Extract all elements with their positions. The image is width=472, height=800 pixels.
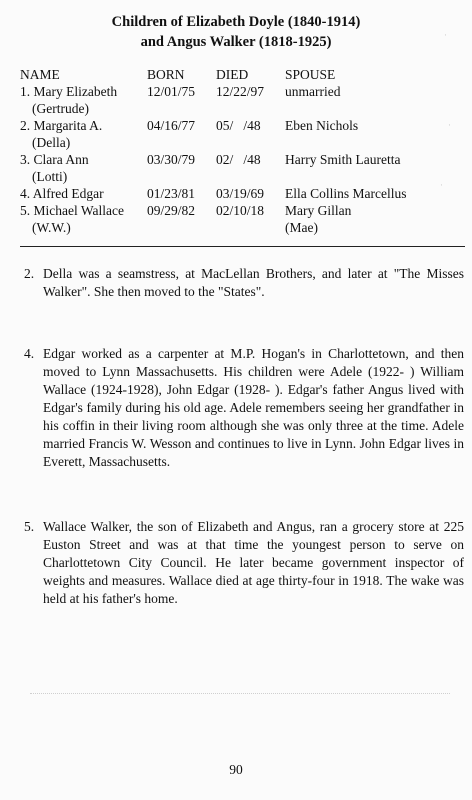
note-number: 2. <box>24 266 35 281</box>
children-table <box>20 66 460 236</box>
table-row <box>20 83 460 100</box>
table-header <box>20 66 460 83</box>
born-date: 09/29/82 <box>147 203 196 218</box>
child-name: 1. Mary Elizabeth <box>20 84 118 99</box>
margin-speck: · <box>448 120 451 130</box>
note-text: Edgar worked as a carpenter at M.P. Hogan's in Charlottetown, and then moved to Lynn Massachusetts. His children were Adele (1922- ) William Wallace (1924-1928), John Edgar (1928- ). Edgar's father Angus lived with Edgar's family during his old age. Adele remembers seeing her grandfather in his coffin in their living room although she was only three at the time. Adele married Francis W. Wesson and continues to live in Lynn. John Edgar lives in Everett, Massachusetts. <box>43 346 464 469</box>
table-row <box>20 117 460 134</box>
spouse-name: Harry Smith Lauretta <box>285 152 401 167</box>
page-title: Children of Elizabeth Doyle (1840-1914) <box>111 14 361 30</box>
born-date: 01/23/81 <box>147 186 196 201</box>
note-number: 5. <box>24 519 35 534</box>
spouse-name: Mary Gillan <box>285 203 352 218</box>
spouse-name: unmarried <box>285 84 341 99</box>
note-paragraph <box>24 265 464 301</box>
child-name: 2. Margarita A. <box>20 118 103 133</box>
margin-speck: · <box>440 180 443 190</box>
header-died: DIED <box>216 67 249 82</box>
child-nickname: (Della) <box>32 135 71 150</box>
child-nickname: (Gertrude) <box>32 101 89 116</box>
note-paragraph <box>24 518 464 608</box>
note-number: 4. <box>24 346 35 361</box>
table-row-continuation <box>20 100 460 117</box>
child-name: 4. Alfred Edgar <box>20 186 104 201</box>
bleed-through-line <box>30 693 450 694</box>
table-row-continuation <box>20 134 460 151</box>
child-name: 3. Clara Ann <box>20 152 89 167</box>
child-nickname: (W.W.) <box>32 220 71 235</box>
margin-speck: · <box>444 30 447 40</box>
note-paragraph <box>24 345 464 471</box>
died-date: 05/ /48 <box>216 118 261 133</box>
note-text: Wallace Walker, the son of Elizabeth and Angus, ran a grocery store at 225 Euston Street and was at that time the youngest person to serve on Charlottetown City Council. He later became government inspector of weights and measures. Wallace died at age thirty-four in 1918. The wake was held at his father's home. <box>43 519 464 606</box>
born-date: 03/30/79 <box>147 152 196 167</box>
died-date: 02/ /48 <box>216 152 261 167</box>
child-nickname: (Lotti) <box>32 169 68 184</box>
header-born: BORN <box>147 67 185 82</box>
died-date: 03/19/69 <box>216 186 265 201</box>
child-name: 5. Michael Wallace <box>20 203 124 218</box>
page-subtitle: and Angus Walker (1818-1925) <box>140 34 332 50</box>
died-date: 12/22/97 <box>216 84 265 99</box>
spouse-name: Eben Nichols <box>285 118 359 133</box>
born-date: 04/16/77 <box>147 118 196 133</box>
table-row-continuation <box>20 168 460 185</box>
header-name: NAME <box>20 67 60 82</box>
note-text: Della was a seamstress, at MacLellan Brothers, and later at "The Misses Walker". She then moved to the "States". <box>43 266 464 299</box>
died-date: 02/10/18 <box>216 203 265 218</box>
table-row <box>20 151 460 168</box>
header-spouse: SPOUSE <box>285 67 336 82</box>
table-row <box>20 202 460 219</box>
page-number: 90 <box>229 762 243 777</box>
table-row-continuation <box>20 219 460 236</box>
spouse-name: Ella Collins Marcellus <box>285 186 407 201</box>
table-row <box>20 185 460 202</box>
born-date: 12/01/75 <box>147 84 196 99</box>
section-divider <box>20 246 465 247</box>
spouse-nickname: (Mae) <box>285 220 318 235</box>
